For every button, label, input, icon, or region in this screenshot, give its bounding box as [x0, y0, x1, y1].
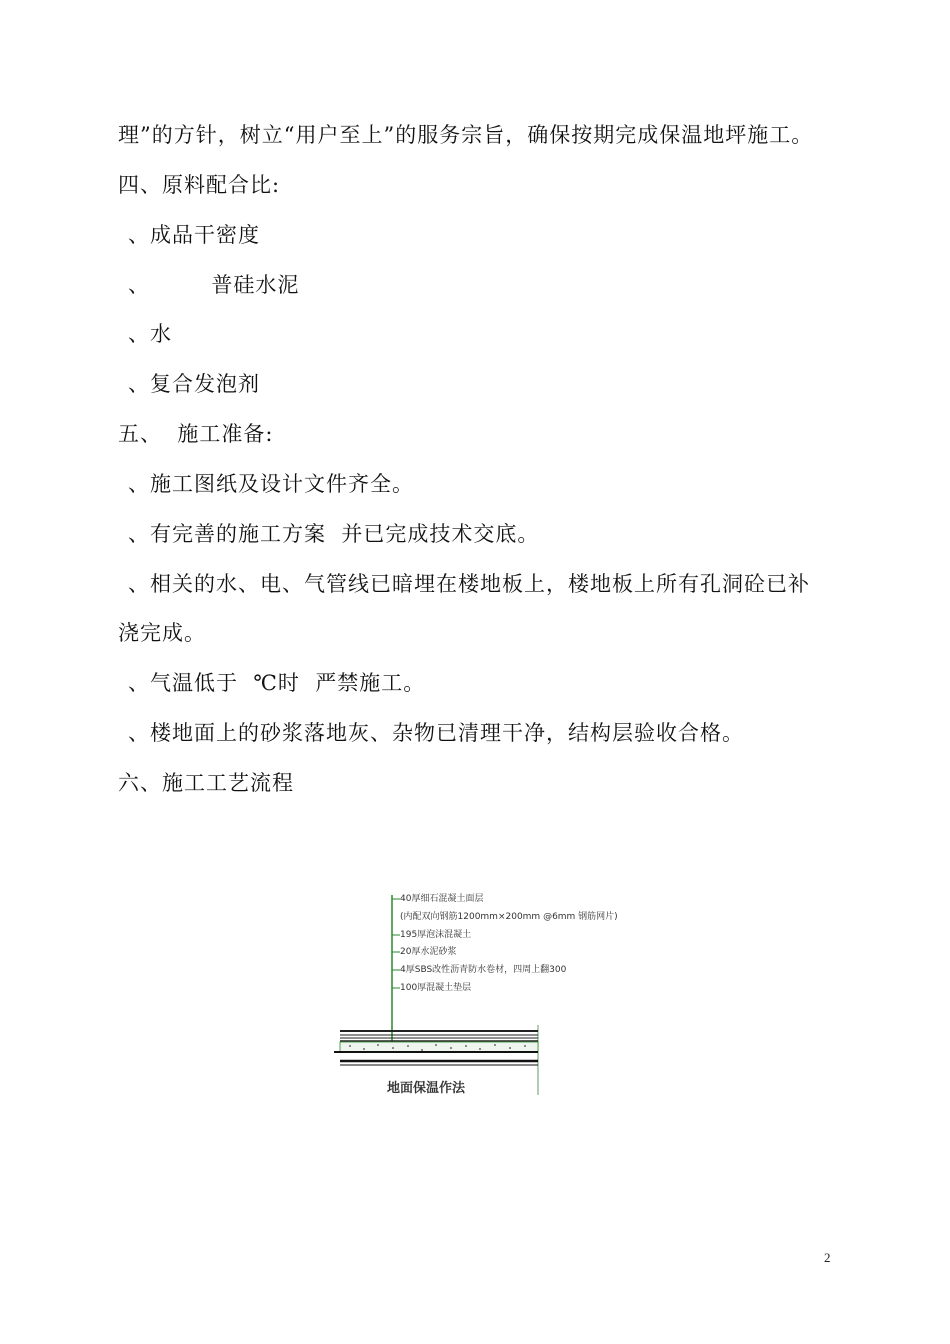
list-item: 、 普硅水泥 [128, 273, 300, 297]
paragraph-line: 理”的方针，树立“用户至上”的服务宗旨，确保按期完成保温地坪施工。 [118, 123, 814, 147]
layer-label: 100厚混凝土垫层 [400, 983, 472, 993]
list-item: 、复合发泡剂 [128, 372, 260, 396]
layer-label: 4厚SBS改性沥青防水卷材，四周上翻300 [400, 965, 567, 975]
list-item: 、水 [128, 322, 172, 346]
figure-caption: 地面保温作法 [387, 1081, 466, 1096]
list-item: 、气温低于 ℃时 严禁施工。 [128, 671, 426, 695]
layer-label: 195厚泡沫混凝土 [400, 930, 472, 940]
section-heading: 四、原料配合比: [118, 173, 281, 197]
floor-insulation-diagram [330, 885, 650, 1105]
page-number: 2 [824, 1250, 831, 1265]
layer-label: 20厚水泥砂浆 [400, 947, 457, 957]
layer-label: (内配双向钢筋1200mm×200mm @6mm 钢筋网片) [400, 912, 618, 922]
layer-label: 40厚细石混凝土面层 [400, 894, 484, 904]
section-heading: 六、施工工艺流程 [118, 771, 294, 795]
list-item: 、成品干密度 [128, 223, 260, 247]
list-item: 、相关的水、电、气管线已暗埋在楼地板上，楼地板上所有孔洞砼已补 [128, 572, 810, 596]
list-item: 、施工图纸及设计文件齐全。 [128, 472, 414, 496]
paragraph-line: 浇完成。 [118, 621, 206, 645]
list-item: 、楼地面上的砂浆落地灰、杂物已清理干净，结构层验收合格。 [128, 721, 744, 745]
section-heading: 五、 施工准备: [118, 422, 274, 446]
list-item: 、有完善的施工方案 并已完成技术交底。 [128, 522, 540, 546]
